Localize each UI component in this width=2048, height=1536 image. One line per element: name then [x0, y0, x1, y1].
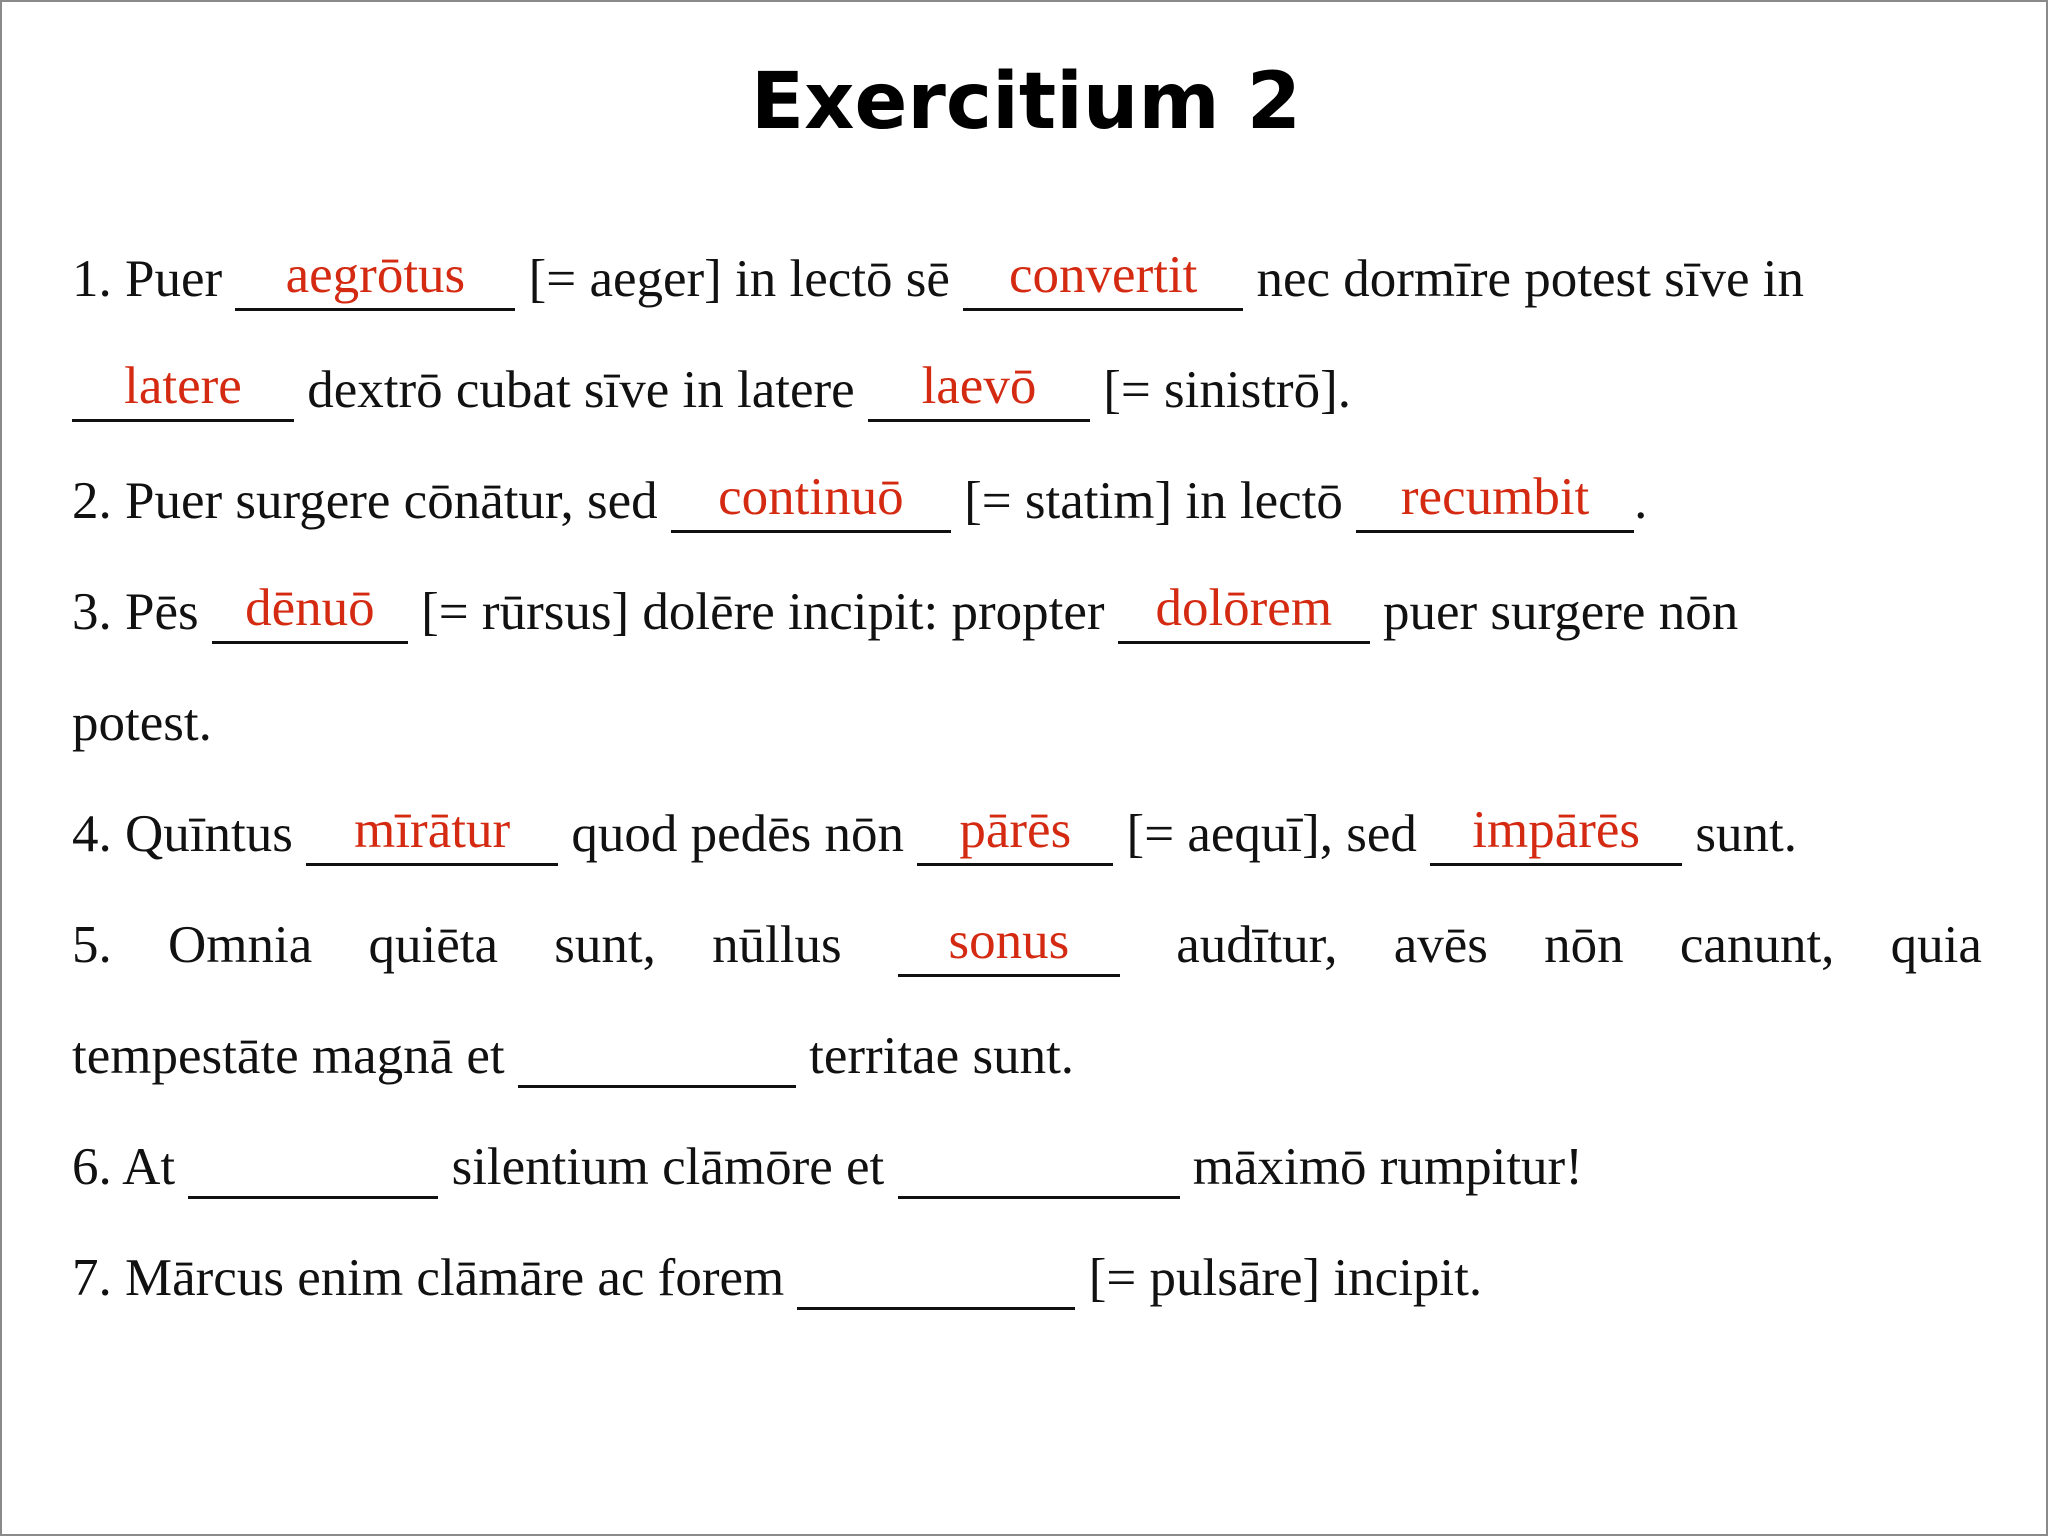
exercise-line	[72, 1223, 1982, 1334]
answer-blank[interactable]	[72, 335, 294, 446]
answer-blank[interactable]	[898, 890, 1120, 1001]
exercise-line	[72, 557, 1982, 668]
answer-text: aegrōtus	[285, 246, 466, 304]
sentence-text: quod pedēs nōn	[558, 805, 918, 863]
exercise-line	[72, 890, 1982, 1001]
sentence-text: quiēta	[368, 916, 498, 974]
sentence-text: puer surgere nōn	[1369, 583, 1739, 641]
answer-text: continuō	[718, 468, 904, 526]
answer-text: latere	[124, 357, 242, 415]
empty-blank[interactable]	[898, 1112, 1180, 1223]
sentence-text: [= aequī], sed	[1113, 805, 1431, 863]
sentence-text: canunt,	[1679, 916, 1835, 974]
sentence-text: 1. Puer	[72, 250, 236, 308]
answer-text: sonus	[948, 912, 1070, 970]
answer-text: pārēs	[959, 801, 1072, 859]
answer-blank[interactable]	[963, 224, 1243, 335]
exercise-line	[72, 1001, 1982, 1112]
sentence-text: avēs	[1393, 916, 1488, 974]
answer-blank[interactable]	[1430, 779, 1682, 890]
answer-text: mīrātur	[354, 801, 511, 859]
answer-text: impārēs	[1472, 801, 1641, 859]
answer-text: convertit	[1009, 246, 1198, 304]
answer-blank[interactable]	[212, 557, 408, 668]
sentence-text: nec dormīre potest sīve in	[1243, 250, 1804, 308]
sentence-text: nōn	[1544, 916, 1624, 974]
answer-blank[interactable]	[1118, 557, 1370, 668]
sentence-text: 6. At	[72, 1138, 189, 1196]
answer-blank[interactable]	[917, 779, 1113, 890]
sentence-text: [= rūrsus] dolēre incipit: propter	[407, 583, 1118, 641]
answer-blank[interactable]	[868, 335, 1090, 446]
answer-text: dēnuō	[245, 579, 375, 637]
sentence-text: sunt.	[1682, 805, 1798, 863]
sentence-text: quia	[1890, 916, 1982, 974]
answer-blank[interactable]	[1356, 446, 1634, 557]
answer-text: recumbit	[1400, 468, 1590, 526]
answer-text: dolōrem	[1155, 579, 1333, 637]
empty-blank[interactable]	[188, 1112, 438, 1223]
answer-text: laevō	[921, 357, 1037, 415]
sentence-text: dextrō cubat sīve in latere	[294, 361, 868, 419]
exercise-line	[72, 335, 1982, 446]
sentence-text: 5.	[72, 916, 112, 974]
sentence-text: Omnia	[168, 916, 313, 974]
sentence-text: māximō rumpitur!	[1179, 1138, 1583, 1196]
exercise-line	[72, 779, 1982, 890]
exercise-line	[72, 1112, 1982, 1223]
sentence-text: 3. Pēs	[72, 583, 212, 641]
sentence-text: [= statim] in lectō	[950, 472, 1357, 530]
sentence-text: sunt,	[554, 916, 656, 974]
empty-blank[interactable]	[518, 1001, 796, 1112]
answer-blank[interactable]	[671, 446, 951, 557]
sentence-text: .	[1634, 472, 1648, 530]
answer-blank[interactable]	[306, 779, 558, 890]
empty-blank[interactable]	[797, 1223, 1075, 1334]
sentence-text: [= aeger] in lectō sē	[515, 250, 964, 308]
exercise-line	[72, 446, 1982, 557]
sentence-text: 4. Quīntus	[72, 805, 307, 863]
exercise-body	[72, 224, 1982, 1334]
sentence-text: territae sunt.	[795, 1027, 1075, 1085]
sentence-text: [= pulsāre] incipit.	[1075, 1249, 1483, 1307]
sentence-text: nūllus	[712, 916, 842, 974]
sentence-text: audītur,	[1176, 916, 1338, 974]
sentence-text: 7. Mārcus enim clāmāre ac forem	[72, 1249, 798, 1307]
sentence-text: silentium clāmōre et	[438, 1138, 898, 1196]
page-title: Exercitium 2	[750, 57, 1302, 147]
sentence-text: [= sinistrō].	[1089, 361, 1351, 419]
answer-blank[interactable]	[235, 224, 515, 335]
sentence-text: potest.	[72, 694, 212, 752]
sentence-text: tempestāte magnā et	[72, 1027, 518, 1085]
sentence-text: 2. Puer surgere cōnātur, sed	[72, 472, 671, 530]
exercise-line	[72, 224, 1982, 335]
exercise-line	[72, 668, 1982, 779]
